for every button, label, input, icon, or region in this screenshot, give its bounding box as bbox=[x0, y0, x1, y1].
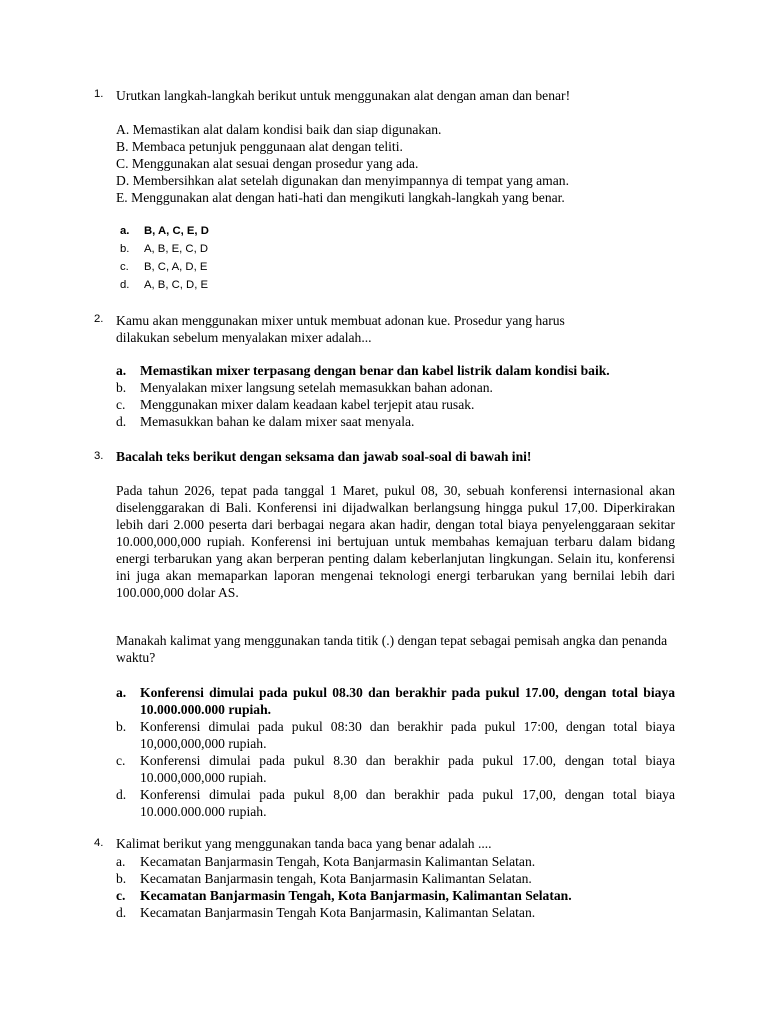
option-letter: c. bbox=[120, 261, 129, 273]
option-text: Menyalakan mixer langsung setelah memasukkan bahan adonan. bbox=[140, 380, 493, 395]
option-text: Konferensi dimulai pada pukul 8,00 dan berakhir pada pukul 17,00, dengan total biaya 10.000.000.000 rupiah. bbox=[140, 787, 675, 819]
q1-step: A. Memastikan alat dalam kondisi baik dan siap digunakan. bbox=[116, 122, 442, 137]
q4-number: 4. bbox=[94, 837, 104, 849]
q4-option-c[interactable] bbox=[116, 887, 675, 904]
q4-question-text: Kalimat berikut yang menggunakan tanda baca yang benar adalah .... bbox=[116, 836, 492, 851]
option-text: B, A, C, E, D bbox=[144, 225, 209, 237]
q2-question-line: dilakukan sebelum menyalakan mixer adalah... bbox=[116, 330, 372, 345]
option-text: A, B, C, D, E bbox=[144, 279, 209, 291]
q3-option-b[interactable] bbox=[116, 718, 675, 752]
option-letter: a. bbox=[116, 685, 127, 700]
option-text: A, B, E, C, D bbox=[144, 243, 209, 255]
q1-option-d[interactable] bbox=[116, 276, 675, 294]
q3-question: Manakah kalimat yang menggunakan tanda titik (.) dengan tepat sebagai pemisah angka dan penanda waktu? bbox=[116, 633, 668, 665]
q2-option-d[interactable] bbox=[116, 413, 675, 430]
q1-step: C. Menggunakan alat sesuai dengan prosedur yang ada. bbox=[116, 156, 419, 171]
q4-option-d[interactable] bbox=[116, 904, 675, 921]
q1-step: E. Menggunakan alat dengan hati-hati dan mengikuti langkah-langkah yang benar. bbox=[116, 190, 565, 205]
q3-options bbox=[116, 684, 675, 820]
q3-option-d[interactable] bbox=[116, 786, 675, 820]
q2-question-line: Kamu akan menggunakan mixer untuk membuat adonan kue. Prosedur yang harus bbox=[116, 313, 565, 328]
q2-option-c[interactable] bbox=[116, 396, 675, 413]
q2-options bbox=[116, 362, 675, 430]
option-letter: a. bbox=[120, 225, 130, 237]
q1-option-b[interactable] bbox=[116, 240, 675, 258]
option-letter: d. bbox=[120, 279, 130, 291]
option-text: Konferensi dimulai pada pukul 08.30 dan berakhir pada pukul 17.00, dengan total biaya 10.000.000.000 rupiah. bbox=[140, 685, 675, 717]
option-letter: b. bbox=[116, 380, 127, 395]
option-letter: d. bbox=[116, 905, 127, 920]
option-text: Kecamatan Banjarmasin Tengah, Kota Banjarmasin, Kalimantan Selatan. bbox=[140, 888, 572, 903]
q4-option-b[interactable] bbox=[116, 870, 675, 887]
option-text: B, C, A, D, E bbox=[144, 261, 208, 273]
q2-question bbox=[116, 312, 675, 346]
q1-question-text: Urutkan langkah-langkah berikut untuk menggunakan alat dengan aman dan benar! bbox=[116, 88, 571, 103]
q1-steps bbox=[116, 121, 675, 206]
q3-option-c[interactable] bbox=[116, 752, 675, 786]
q1-options bbox=[116, 222, 675, 294]
q3-number: 3. bbox=[94, 450, 104, 462]
option-letter: c. bbox=[116, 753, 126, 768]
option-text: Memasukkan bahan ke dalam mixer saat menyala. bbox=[140, 414, 415, 429]
option-letter: b. bbox=[116, 719, 127, 734]
option-text: Menggunakan mixer dalam keadaan kabel terjepit atau rusak. bbox=[140, 397, 475, 412]
q4-option-a[interactable] bbox=[116, 853, 675, 870]
option-letter: c. bbox=[116, 397, 126, 412]
option-letter: a. bbox=[116, 363, 127, 378]
q4-question bbox=[116, 835, 675, 852]
option-text: Kecamatan Banjarmasin Tengah Kota Banjarmasin, Kalimantan Selatan. bbox=[140, 905, 536, 920]
q1-question bbox=[116, 87, 675, 104]
q2-number: 2. bbox=[94, 313, 104, 325]
q3-instruction: Bacalah teks berikut dengan seksama dan jawab soal-soal di bawah ini! bbox=[116, 449, 532, 464]
option-letter: b. bbox=[120, 243, 130, 255]
q1-step: D. Membersihkan alat setelah digunakan dan menyimpannya di tempat yang aman. bbox=[116, 173, 569, 188]
q1-option-a[interactable] bbox=[116, 222, 675, 240]
q3-passage: Pada tahun 2026, tepat pada tanggal 1 Maret, pukul 08, 30, sebuah konferensi internasional akan diselenggarakan di Bali. Konferensi ini dijadwalkan berlangsung hingga pukul 17,00. Diperkirakan lebih dari 2.000 peserta dari berbagai negara akan hadir, dengan total biaya penyelenggaraan sekitar 10.000,000,000 rupiah. Konferensi ini bertujuan untuk membahas kemajuan terbaru dalam bidang energi terbarukan yang akan berperan penting dalam keberlanjutan lingkungan. Selain itu, konferensi ini juga akan memaparkan laporan mengenai teknologi energi terbarukan yang bernilai lebih dari 100.000,000 dolar AS. bbox=[116, 483, 675, 600]
option-letter: d. bbox=[116, 414, 127, 429]
q2-option-b[interactable] bbox=[116, 379, 675, 396]
option-text: Memastikan mixer terpasang dengan benar dan kabel listrik dalam kondisi baik. bbox=[140, 363, 610, 378]
option-letter: a. bbox=[116, 854, 126, 869]
option-letter: b. bbox=[116, 871, 127, 886]
option-letter: c. bbox=[116, 888, 126, 903]
q1-option-c[interactable] bbox=[116, 258, 675, 276]
q1-step: B. Membaca petunjuk penggunaan alat dengan teliti. bbox=[116, 139, 403, 154]
q3-option-a[interactable] bbox=[116, 684, 675, 718]
option-letter: d. bbox=[116, 787, 127, 802]
q4-options bbox=[116, 853, 675, 921]
option-text: Kecamatan Banjarmasin tengah, Kota Banjarmasin Kalimantan Selatan. bbox=[140, 871, 532, 886]
q1-number: 1. bbox=[94, 88, 104, 100]
option-text: Konferensi dimulai pada pukul 8.30 dan berakhir pada pukul 17.00, dengan total biaya 10.000,000,000 rupiah. bbox=[140, 753, 675, 785]
q2-option-a[interactable] bbox=[116, 362, 675, 379]
option-text: Kecamatan Banjarmasin Tengah, Kota Banjarmasin Kalimantan Selatan. bbox=[140, 854, 536, 869]
option-text: Konferensi dimulai pada pukul 08:30 dan berakhir pada pukul 17:00, dengan total biaya 10,000,000,000 rupiah. bbox=[140, 719, 675, 751]
